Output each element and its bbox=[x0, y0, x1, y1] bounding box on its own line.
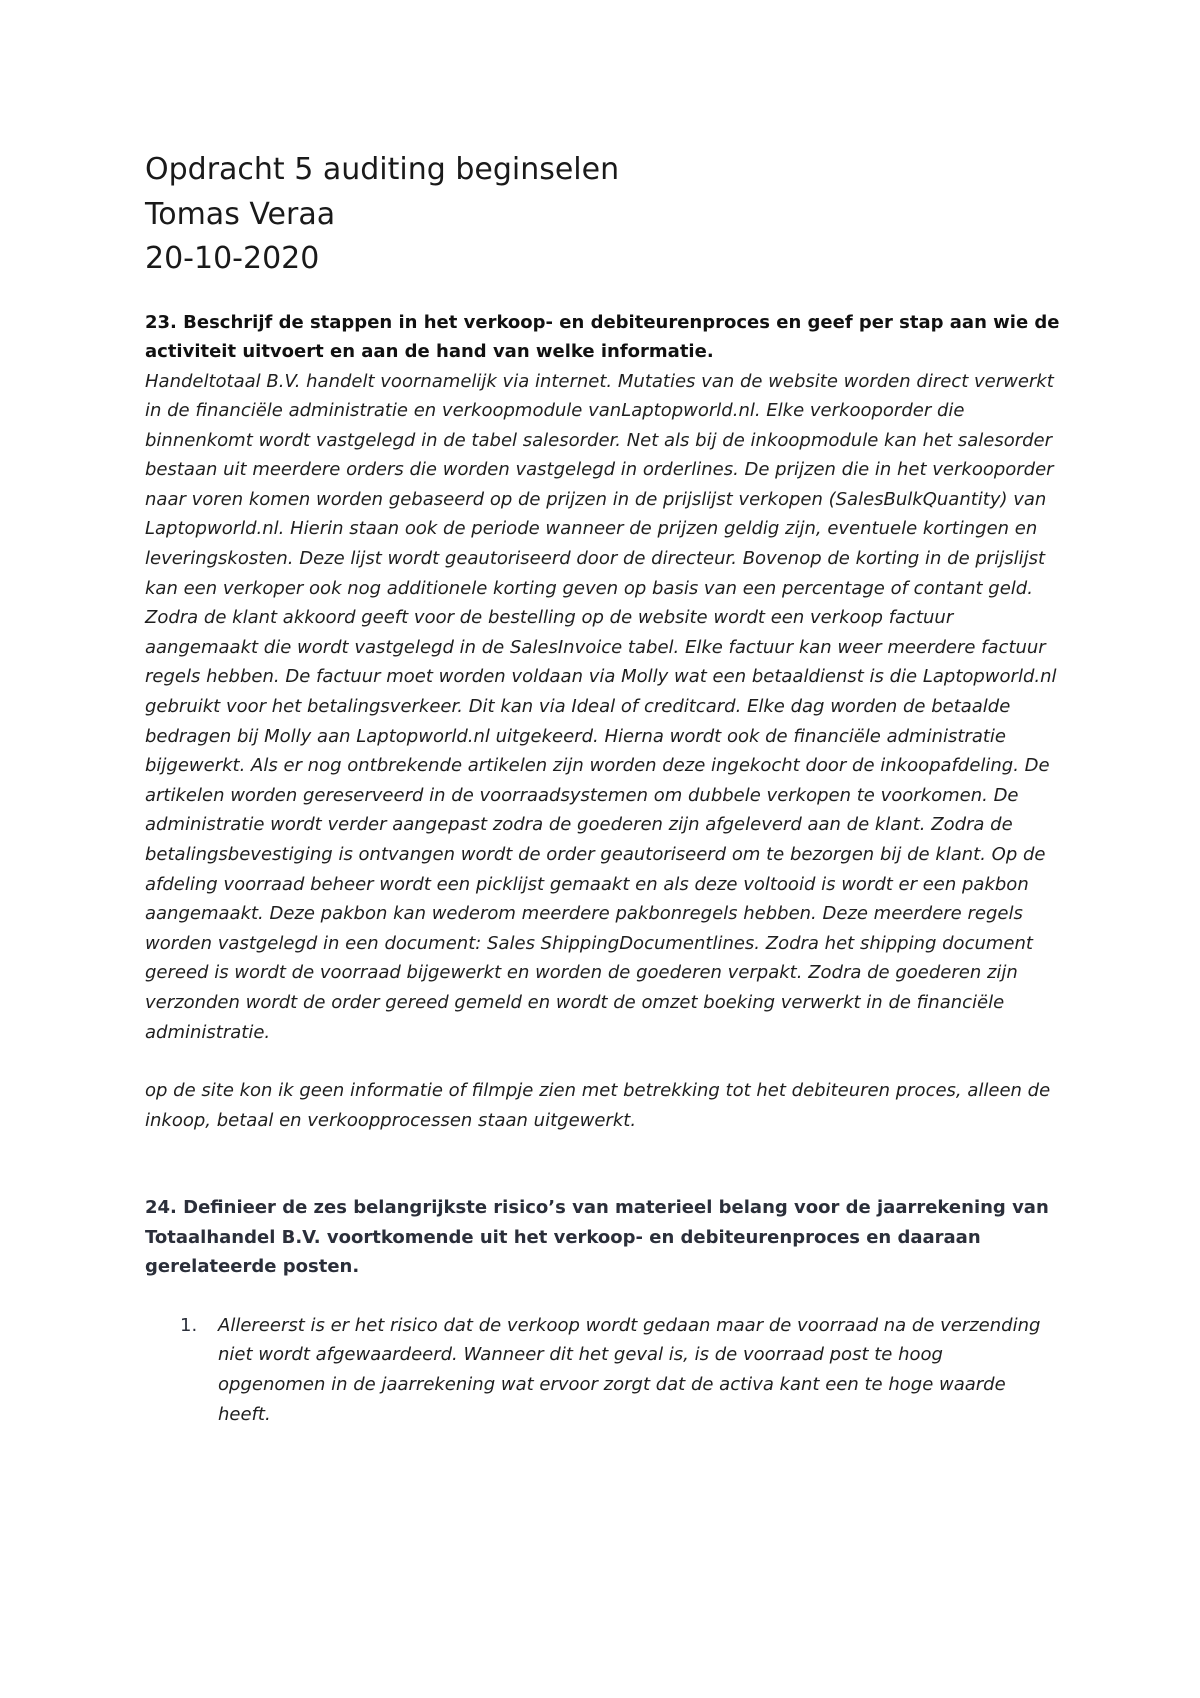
risk-list bbox=[145, 1311, 1065, 1429]
question-23-heading: 23. Beschrijf de stappen in het verkoop- en debiteurenproces en geef per stap aan wie de activiteit uitvoert en aan de hand van welke informatie. bbox=[145, 311, 1060, 362]
document-date: 20-10-2020 bbox=[145, 241, 320, 276]
document-content bbox=[145, 148, 1065, 1429]
risk-item bbox=[145, 1311, 1048, 1429]
risk-item-number: 1. bbox=[180, 1314, 198, 1336]
question-24-heading: 24. Definieer de zes belangrijkste risico’s van materieel belang voor de jaarrekening van Totaalhandel B.V. voortkomende uit het verkoop- en debiteurenproces en daaraan gerelateerde posten. bbox=[145, 1197, 1049, 1278]
risk-item-text: Allereerst is er het risico dat de verkoop wordt gedaan maar de voorraad na de verzending niet wordt afgewaardeerd. Wanneer dit het geval is, is de voorraad post te hoog opgenomen in de jaarrekening wat ervoor zorgt dat de activa kant een te hoge waarde heeft. bbox=[218, 1314, 1041, 1425]
question-23-answer: Handeltotaal B.V. handelt voornamelijk via internet. Mutaties van de website worden direct verwerkt in de financiële administratie en verkoopmodule vanLaptopworld.nl. Elke verkooporder die binnenkomt wordt vastgelegd in de tabel salesorder. Net als bij de inkoopmodule kan het salesorder bestaan uit meerdere orders die worden vastgelegd in orderlines. De prijzen die in het verkooporder naar voren komen worden gebaseerd op de prijzen in de prijslijst verkopen (SalesBulkQuantity) van Laptopworld.nl. Hierin staan ook de periode wanneer de prijzen geldig zijn, eventuele kortingen en leveringskosten. Deze lijst wordt geautoriseerd door de directeur. Bovenop de korting in de prijslijst kan een verkoper ook nog additionele korting geven op basis van een percentage of contant geld. Zodra de klant akkoord geeft voor de bestelling op de website wordt een verkoop factuur aangemaakt die wordt vastgelegd in de SalesInvoice tabel. Elke factuur kan weer meerdere factuur regels hebben. De factuur moet worden voldaan via Molly wat een betaaldienst is die Laptopworld.nl gebruikt voor het betalingsverkeer. Dit kan via Ideal of creditcard. Elke dag worden de betaalde bedragen bij Molly aan Laptopworld.nl uitgekeerd. Hierna wordt ook de financiële administratie bijgewerkt. Als er nog ontbrekende artikelen zijn worden deze ingekocht door de inkoopafdeling. De artikelen worden gereserveerd in de voorraadsystemen om dubbele verkopen te voorkomen. De administratie wordt verder aangepast zodra de goederen zijn afgeleverd aan de klant. Zodra de betalingsbevestiging is ontvangen wordt de order geautoriseerd om te bezorgen bij de klant. Op de afdeling voorraad beheer wordt een picklijst gemaakt en als deze voltooid is wordt er een pakbon aangemaakt. Deze pakbon kan wederom meerdere pakbonregels hebben. Deze meerdere regels worden vastgelegd in een document: Sales ShippingDocumentlines. Zodra het shipping document gereed is wordt de voorraad bijgewerkt en worden de goederen verpakt. Zodra de goederen zijn verzonden wordt de order gereed gemeld en wordt de omzet boeking verwerkt in de financiële administratie. bbox=[145, 370, 1057, 1043]
author-name: Tomas Veraa bbox=[145, 196, 336, 232]
document-header bbox=[145, 148, 1065, 282]
document-title: Opdracht 5 auditing beginselen bbox=[145, 152, 620, 187]
question-23-note: op de site kon ik geen informatie of filmpje zien met betrekking tot het debiteuren proces, alleen de inkoop, betaal en verkoopprocessen staan uitgewerkt. bbox=[145, 1080, 1051, 1131]
